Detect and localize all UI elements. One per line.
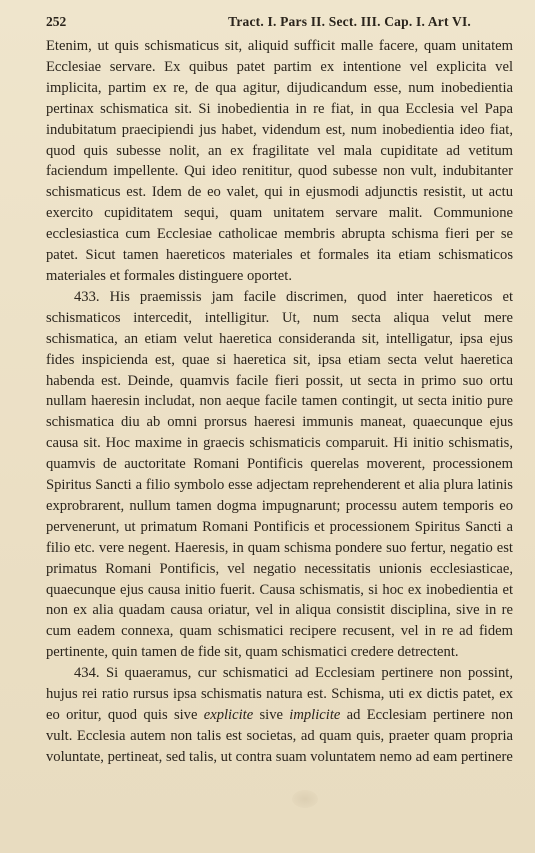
section-number: 433.: [74, 288, 100, 305]
running-header: [46, 14, 511, 30]
running-title: Tract. I. Pars II. Sect. III. Cap. I. Art VI.: [228, 14, 471, 29]
paragraph-433: [46, 287, 513, 663]
paragraph-434: [46, 663, 513, 768]
paragraph-text: ad Ecclesiam pertinere non vult. Ecclesia autem non talis est societas, ad quam quis, praeter quam propria voluntate, pertineat, sed talis, ut contra suam voluntatem nemo ad eam pertinere: [46, 707, 514, 765]
page-smudge: [292, 790, 318, 808]
section-number: 434.: [74, 665, 100, 682]
body-text: [46, 36, 513, 768]
paragraph-text: His praemissis jam facile discrimen, quod inter haereticos et schismaticos intercedit, intelligitur. Ut, num secta aliqua velut mere schismatica, an etiam velut haeretica consideranda sit, intelligatur, ipsa ejus fides inspicienda est, quae si haeretica sit, ipsa etiam secta velut haeretica habenda est. Deinde, quamvis facile fieri possit, ut secta in primo suo ortu nullam haeresin includat, non aeque facile tamen contingit, ut secta initio pure schismatica diu ab omni prorsus haeresi immunis maneat, quaecunque ejus causa sit. Hoc maxime in graecis schismaticis comparuit. Hi initio schismatis, quamvis de auctoritate Romani Pontificis querelas moverent, processionem Spiritus Sancti a filio symbolo esse adjectam reprehenderent et alia plura latinis exprobrarent, nullum tamen dogma impugnarunt; processu autem temporis eo pervenerunt, ut primatum Romani Pontificis et processionem Spiritus Sancti a filio etc. vere negent. Haeresis, in quam schisma pondere suo fertur, negatio est primatus Romani Pontificis, vel negatio necessitatis unionis ecclesiasticae, quaecunque ejus causa initio fuerit. Causa schismatis, si hoc ex inobedientia et non ex alia quadam causa oriatur, vel in aliqua consistit disciplina, sive in re cum eadem connexa, quam schismatici recipere recusent, vel in re ad fidem pertinente, quin tamen de fide sit, quam schismatici credere detrectent.: [46, 288, 513, 661]
paragraph-text: Etenim, ut quis schismaticus sit, aliquid sufficit malle facere, quam unitatem Ecclesiae servare. Ex quibus patet partim ex intentione vel explicita vel implicita, partim ex re, de qua agitur, dijudicandum esse, num inobedientia pertinax schismatica sit. Si inobedientia in re fiat, in qua Ecclesia vel Papa indubitatum praecipiendi jus habet, videndum est, num inobedientia ideo fiat, quod quis subesse nolit, an ex fragilitate vel mala cupiditate ad vetitum faciendum impellente. Qui ideo renititur, quod subesse non vult, indubitanter schismaticus est. Idem de eo valet, qui in ejusmodi adjunctis resistit, ut actu exercito cupiditatem sequi, quam unitatem servare malit. Communione ecclesiastica cum Ecclesiae catholicae membris abrupta schisma fieri per se patet. Sicut tamen haereticos materiales et formales ita etiam schismaticos materiales et formales distinguere oportet.: [46, 38, 513, 284]
paragraph-text: sive: [253, 707, 290, 723]
italic-term: implicite: [289, 707, 341, 723]
page-number: 252: [46, 14, 67, 29]
italic-term: explicite: [203, 707, 254, 723]
paragraph-continued: [46, 36, 513, 287]
paragraph-text: Si quaeramus, cur schismatici ad Ecclesiam pertinere non possint, hujus rei ratio rursus ipsa schismatis natura est. Schisma, uti ex dictis patet, ex eo oritur, quod quis sive: [46, 665, 513, 723]
